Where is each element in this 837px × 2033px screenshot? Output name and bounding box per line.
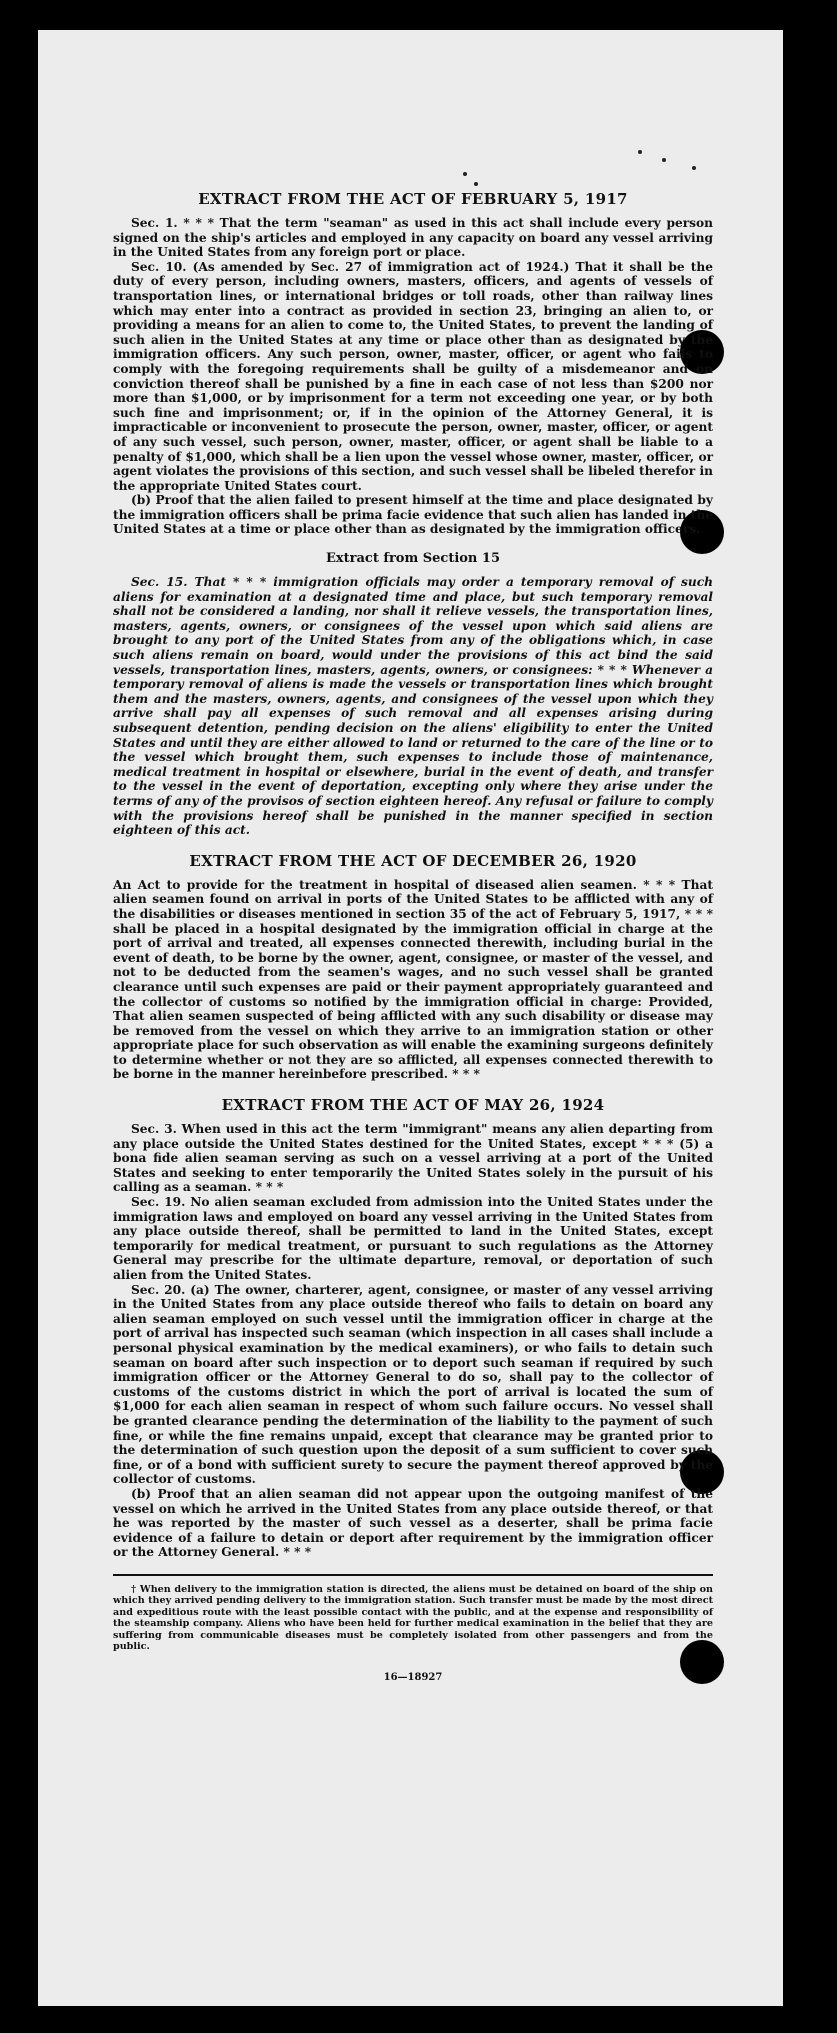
document-content [113, 190, 713, 1683]
speck [463, 172, 467, 176]
speck [638, 150, 642, 154]
footnote-text: † When delivery to the immigration station is directed, the aliens must be detained on board of the ship on which they arrived pending delivery to the immigration station. Such transfer must be made by the most direct and expeditious route with the least possible contact with the public, and at the expense and responsibility of the steamship company. Aliens who have been held for further medical examination in the belief that they are suffering from communicable diseases must be completely isolated from other passengers and from the public. [113, 1583, 713, 1652]
section-heading: EXTRACT FROM THE ACT OF DECEMBER 26, 1920 [189, 851, 637, 870]
footnote [113, 1584, 713, 1652]
speck [662, 158, 666, 162]
paragraph: Sec. 10. (As amended by Sec. 27 of immigration act of 1924.) That it shall be the duty of every person, including owners, masters, officers, and agents of vessels of transportation lines, or international bridges or toll roads, other than railway lines which may enter into a contract as provided in section 23, bringing an alien to, or providing a means for an alien to come to, the United States, to prevent the landing of such alien in the United States at any time or place other than as designated by the immigration officers. Any such person, owner, master, officer, or agent who fails to comply with the foregoing requirements shall be guilty of a misdemeanor and on conviction thereof shall be punished by a fine in each case of not less than $200 nor more than $1,000, or by imprisonment for a term not exceeding one year, or by both such fine and imprisonment; or, if in the opinion of the Attorney General, it is impracticable or inconvenient to prosecute the person, owner, master, officer, or agent of any such vessel, such person, owner, master, officer, or agent shall be liable to a penalty of $1,000, which shall be a lien upon the vessel whose owner, master, officer, or agent violates the provisions of this section, and such vessel shall be libeled therefor in the appropriate United States court. [113, 259, 713, 493]
section-act-1924 [113, 1096, 713, 1560]
section-act-1920 [113, 852, 713, 1082]
print-code: 16—18927 [383, 1672, 443, 1684]
speck [692, 166, 696, 170]
paragraph: Sec. 20. (a) The owner, charterer, agent, consignee, or master of any vessel arriving in the United States from any place outside thereof who fails to detain on board any alien seaman employed on such vessel until the immigration officer in charge at the port of arrival has inspected such seaman (which inspection in all cases shall include a personal physical examination by the medical examiners), or who fails to detain such seaman on board after such inspection or to deport such seaman if required by such immigration officer or the Attorney General to do so, shall pay to the collector of customs of the customs district in which the port of arrival is located the sum of $1,000 for each alien seaman in respect of whom such failure occurs. No vessel shall be granted clearance pending the determination of the liability to the payment of such fine, or while the fine remains unpaid, except that clearance may be granted prior to the determination of such question upon the deposit of a sum sufficient to cover such fine, or of a bond with sufficient surety to secure the payment thereof approved by the collector of customs. [113, 1282, 713, 1487]
paragraph: An Act to provide for the treatment in hospital of diseased alien seamen. * * * That alien seamen found on arrival in ports of the United States to be afflicted with any of the disabilities or diseases mentioned in section 35 of the act of February 5, 1917, * * * shall be placed in a hospital designated by the immigration official in charge at the port of arrival and treated, all expenses connected therewith, including burial in the event of death, to be borne by the owner, agent, consignee, or master of the vessel, and not to be deducted from the seamen's wages, and no such vessel shall be granted clearance until such expenses are paid or their payment appropriately guaranteed and the collector of customs so notified by the immigration official in charge: Provided, That alien seamen suspected of being afflicted with any such disability or disease may be removed from the vessel on which they arrive to an immigration station or other appropriate place for such observation as will enable the examining surgeons definitely to determine whether or not they are so afflicted, all expenses connected therewith to be borne in the manner hereinbefore prescribed. * * * [113, 877, 713, 1082]
paragraph: Sec. 19. No alien seaman excluded from admission into the United States under the immigration laws and employed on board any vessel arriving in the United States from any place outside thereof, shall be permitted to land in the United States, except temporarily for medical treatment, or pursuant to such regulations as the Attorney General may prescribe for the ultimate departure, removal, or deportation of such alien from the United States. [113, 1195, 713, 1282]
section-heading: EXTRACT FROM THE ACT OF FEBRUARY 5, 1917 [198, 190, 628, 208]
paragraph: (b) Proof that the alien failed to present himself at the time and place designated by the immigration officers shall be prima facie evidence that such alien has landed in the United States at a time or place other than as designated by the immigration officers. [113, 493, 713, 537]
section-act-1917 [113, 190, 713, 537]
section-extract-15 [113, 551, 713, 838]
section-subheading: Extract from Section 15 [325, 551, 501, 567]
paragraph: Sec. 3. When used in this act the term "immigrant" means any alien departing from any place outside the United States destined for the United States, except * * * (5) a bona fide alien seaman serving as such on a vessel arriving at a port of the United States and seeking to enter temporarily the United States solely in the pursuit of his calling as a seaman. * * * [113, 1122, 713, 1195]
section-heading: EXTRACT FROM THE ACT OF MAY 26, 1924 [221, 1096, 605, 1115]
paragraph: Sec. 15. That * * * immigration officials may order a temporary removal of such aliens for examination at a designated time and place, but such temporary removal shall not be considered a landing, nor shall it relieve vessels, the transportation lines, masters, agents, owners, or consignees of the vessel upon which said aliens are brought to any port of the United States from any of the obligations which, in case such aliens remain on board, would under the provisions of this act bind the said vessels, transportation lines, masters, agents, owners, or consignees: * * * Whenever a temporary removal of aliens is made the vessels or transportation lines which brought them and the masters, owners, agents, and consignees of the vessel upon which they arrive shall pay all expenses of such removal and all expenses arising during subsequent detention, pending decision on the aliens' eligibility to enter the United States and until they are either allowed to land or returned to the care of the line or to the vessel which brought them, such expenses to include those of maintenance, medical treatment in hospital or elsewhere, burial in the event of death, and transfer to the vessel in the event of deportation, excepting only where they arise under the terms of any of the provisos of section eighteen hereof. Any refusal or failure to comply with the provisions hereof shall be punished in the manner specified in section eighteen of this act. [113, 575, 713, 838]
document-page [38, 30, 783, 2006]
paragraph: Sec. 1. * * * That the term "seaman" as used in this act shall include every person signed on the ship's articles and employed in any capacity on board any vessel arriving in the United States from any foreign port or place. [113, 216, 713, 260]
speck [474, 182, 478, 186]
paragraph: (b) Proof that an alien seaman did not appear upon the outgoing manifest of the vessel on which he arrived in the United States from any place outside thereof, or that he was reported by the master of such vessel as a deserter, shall be prima facie evidence of a failure to detain or deport after requirement by the immigration officer or the Attorney General. * * * [113, 1486, 713, 1560]
footnote-divider [113, 1574, 713, 1576]
